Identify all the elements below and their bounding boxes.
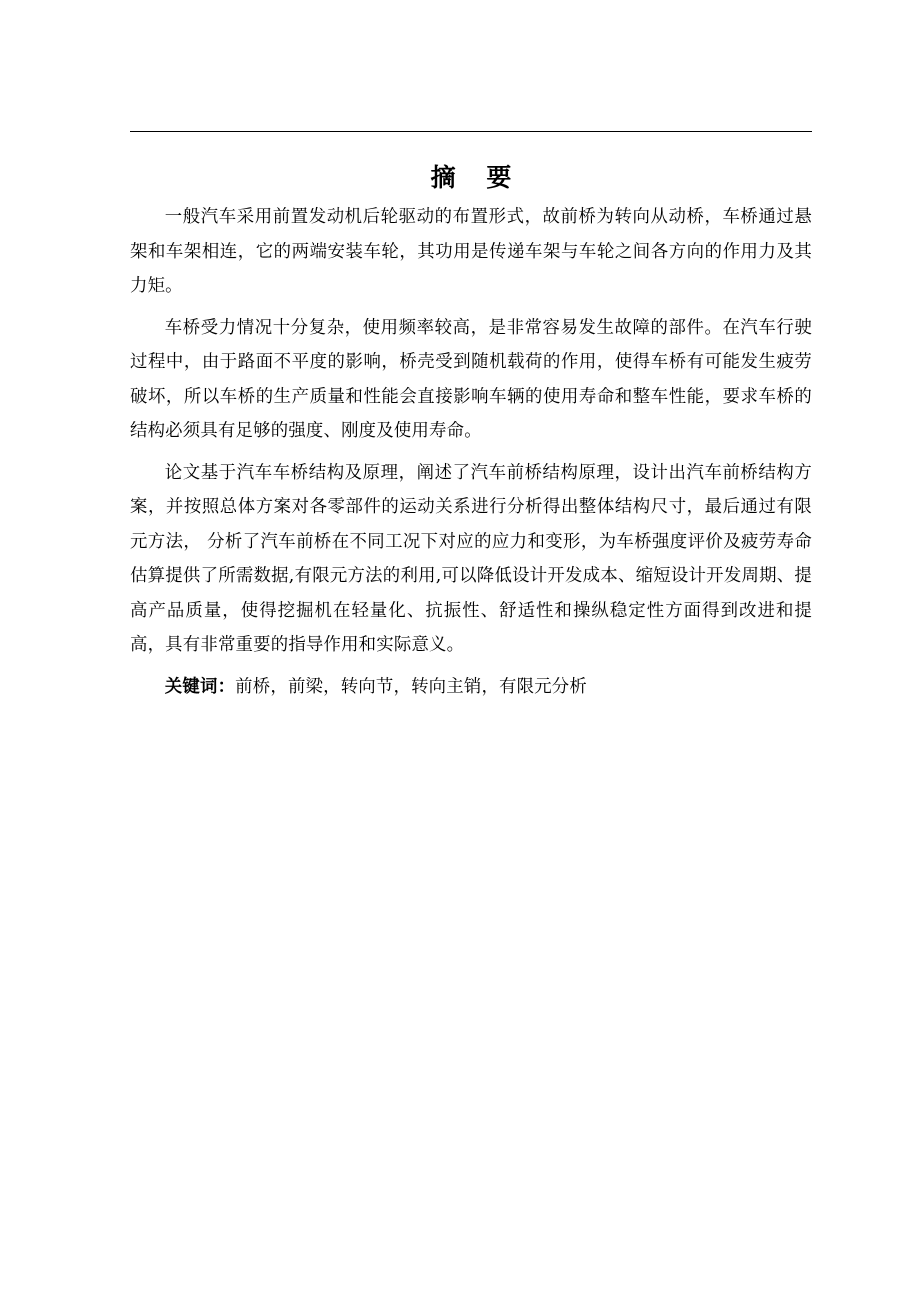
- page-title: 摘 要: [430, 163, 523, 192]
- header-rule: [130, 131, 812, 132]
- keywords-label: 关键词：: [164, 676, 236, 697]
- keywords-line: [130, 670, 812, 705]
- keywords-text: 前桥，前梁，转向节，转向主销，有限元分析: [235, 676, 587, 697]
- abstract-body: [130, 200, 812, 704]
- abstract-paragraph-1: 一般汽车采用前置发动机后轮驱动的布置形式，故前桥为转向从动桥，车桥通过悬架和车架相连，它的两端安装车轮，其功用是传递车架与车轮之间各方向的作用力及其力矩。: [130, 207, 812, 296]
- abstract-paragraph-3: 论文基于汽车车桥结构及原理，阐述了汽车前桥结构原理，设计出汽车前桥结构方案，并按照总体方案对各零部件的运动关系进行分析得出整体结构尺寸，最后通过有限元方法， 分析了汽车前桥在不同工况下对应的应力和变形，为车桥强度评价及疲劳寿命估算提供了所需数据,有限元方法的利用,可以降低设计开发成本、缩短设计开发周期、提高产品质量，使得挖掘机在轻量化、抗振性、舒适性和操纵稳定性方面得到改进和提高，具有非常重要的指导作用和实际意义。: [130, 462, 812, 655]
- abstract-paragraph-2: 车桥受力情况十分复杂，使用频率较高，是非常容易发生故障的部件。在汽车行驶过程中，由于路面不平度的影响，桥壳受到随机载荷的作用，使得车桥有可能发生疲劳破坏，所以车桥的生产质量和性能会直接影响车辆的使用寿命和整车性能，要求车桥的结构必须具有足够的强度、刚度及使用寿命。: [130, 317, 812, 441]
